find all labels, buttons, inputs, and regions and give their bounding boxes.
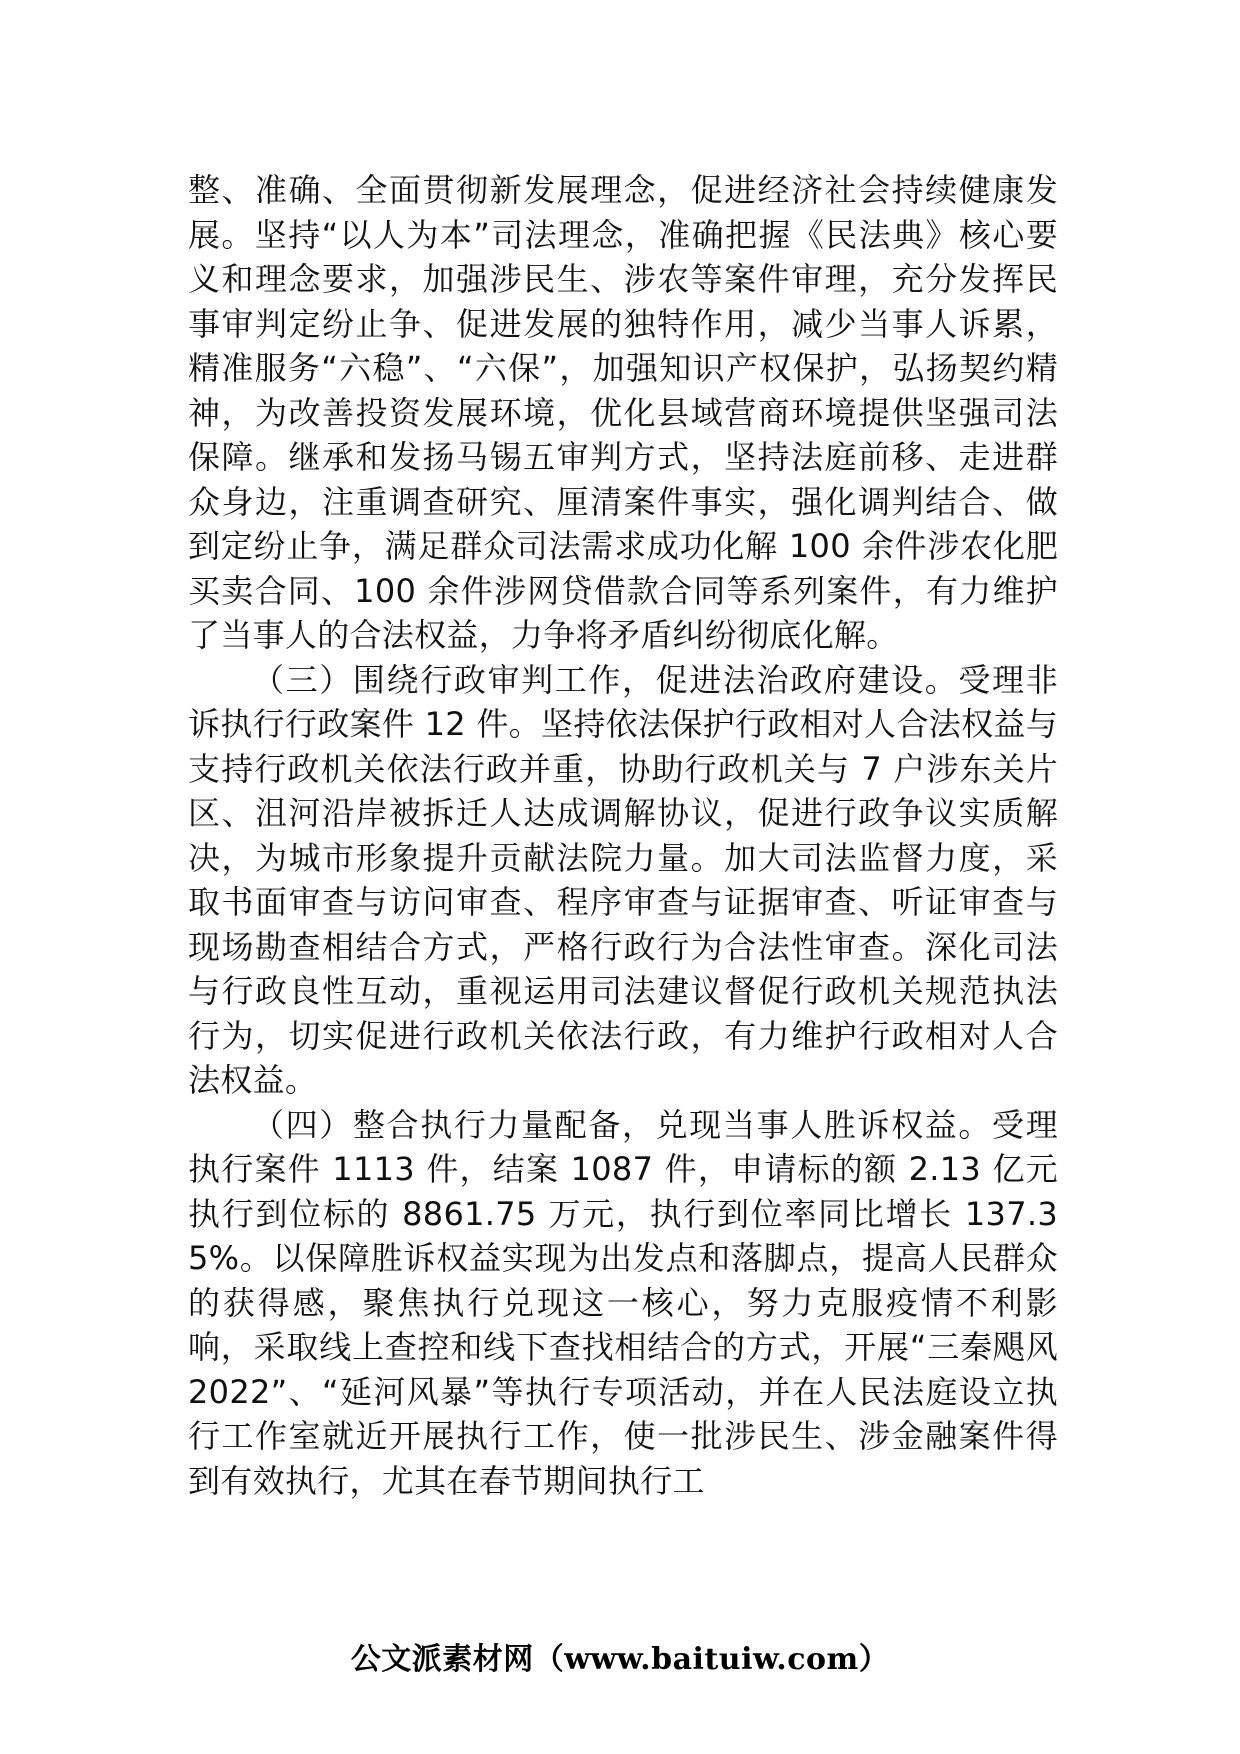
paragraph-section-four: （四）整合执行力量配备，兑现当事人胜诉权益。受理执行案件 1113 件，结案 1087 件，申请标的额 2.13 亿元执行到位标的 8861.75 万元，执行到位率同比增长 137.35%。以保障胜诉权益实现为出发点和落脚点，提高人民群众的获得感，聚焦执行兑现这一核心，努力克服疫情不利影响，采取线上查控和线下查找相结合的方式，开展“三秦飓风 2022”、“延河风暴”等执行专项活动，并在人民法庭设立执行工作室就近开展执行工作，使一批涉民生、涉金融案件得到有效执行，尤其在春节期间执行工	[188, 1105, 1058, 1500]
document-body	[188, 168, 1058, 1503]
page-footer-watermark: 公文派素材网（www.baituiw.com）	[350, 1642, 890, 1677]
paragraph-continuation: 整、准确、全面贯彻新发展理念，促进经济社会持续健康发展。坚持“以人为本”司法理念，准确把握《民法典》核心要义和理念要求，加强涉民生、涉农等案件审理，充分发挥民事审判定纷止争、促进发展的独特作用，减少当事人诉累，精准服务“六稳”、“六保”，加强知识产权保护，弘扬契约精神，为改善投资发展环境，优化县域营商环境提供坚强司法保障。继承和发扬马锡五审判方式，坚持法庭前移、走进群众身边，注重调查研究、厘清案件事实，强化调判结合、做到定纷止争，满足群众司法需求成功化解 100 余件涉农化肥买卖合同、100 余件涉网贷借款合同等系列案件，有力维护了当事人的合法权益，力争将矛盾纠纷彻底化解。	[188, 171, 1058, 654]
paragraph-section-three: （三）围绕行政审判工作，促进法治政府建设。受理非诉执行行政案件 12 件。坚持依法保护行政相对人合法权益与支持行政机关依法行政并重，协助行政机关与 7 户涉东关片区、沮河沿岸被拆迁人达成调解协议，促进行政争议实质解决，为城市形象提升贡献法院力量。加大司法监督力度，采取书面审查与访问审查、程序审查与证据审查、听证审查与现场勘查相结合方式，严格行政行为合法性审查。深化司法与行政良性互动，重视运用司法建议督促行政机关规范执法行为，切实促进行政机关依法行政，有力维护行政相对人合法权益。	[188, 660, 1058, 1099]
